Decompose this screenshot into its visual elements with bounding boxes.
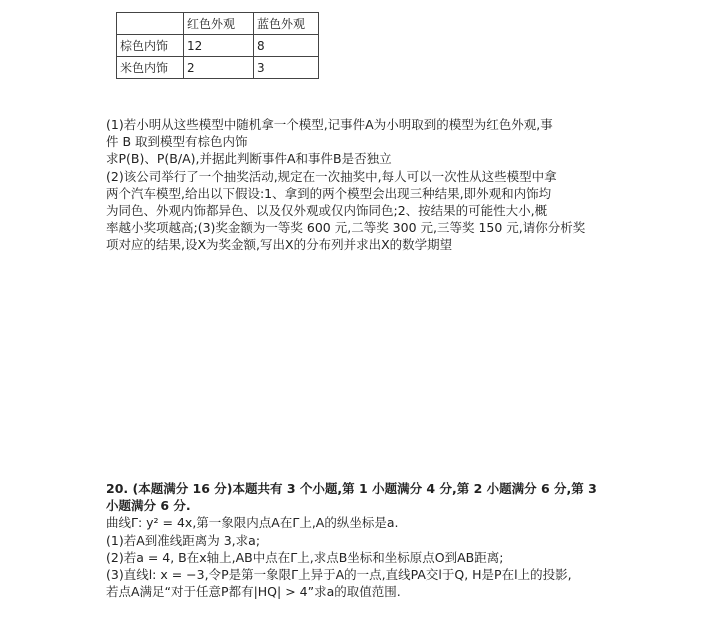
text-line: (3)直线l: x = −3,令P是第一象限Γ上异于A的一点,直线PA交l于Q, H是P在l上的投影, <box>106 567 572 583</box>
table-cell: 8 <box>254 35 319 57</box>
text-line: 两个汽车模型,给出以下假设:1、拿到的两个模型会出现三种结果,即外观和内饰均 <box>106 185 552 201</box>
question-heading: 20. (本题满分 16 分)本题共有 3 个小题,第 1 小题满分 4 分,第 2 小题满分 6 分,第 3 <box>106 481 597 496</box>
table-cell: 2 <box>184 57 254 79</box>
table-cell <box>117 13 184 35</box>
question-heading: 小题满分 6 分. <box>106 498 191 514</box>
text-line: (1)若小明从这些模型中随机拿一个模型,记事件A为小明取到的模型为红色外观,事 <box>106 117 553 132</box>
text-line: 件 B 取到模型有棕色内饰 <box>106 134 248 150</box>
text-line: (1)若A到准线距离为 3,求a; <box>106 532 261 548</box>
table-row <box>117 57 319 79</box>
text-line: 曲线Γ: y² = 4x,第一象限内点A在Γ上,A的纵坐标是a. <box>106 515 399 531</box>
text-line: 求P(B)、P(B/A),并据此判断事件A和事件B是否独立 <box>106 151 392 167</box>
text-line: (2)若a = 4, B在x轴上,AB中点在Γ上,求点B坐标和坐标原点O到AB距离; <box>106 549 504 565</box>
table-header-row <box>117 13 319 35</box>
question-20-text <box>106 480 626 600</box>
data-table <box>116 12 319 79</box>
question-19-text <box>106 116 626 254</box>
text-line: (2)该公司举行了一个抽奖活动,规定在一次抽奖中,每人可以一次性从这些模型中拿 <box>106 168 557 184</box>
text-line: 为同色、外观内饰都异色、以及仅外观或仅内饰同色;2、按结果的可能性大小,概 <box>106 203 548 219</box>
table-cell: 米色内饰 <box>117 57 184 79</box>
text-line: 若点A满足“对于任意P都有|HQ| > 4”求a的取值范围. <box>106 584 401 600</box>
table-cell: 3 <box>254 57 319 79</box>
text-line: 项对应的结果,设X为奖金额,写出X的分布列并求出X的数学期望 <box>106 237 453 253</box>
table-cell: 蓝色外观 <box>254 13 319 35</box>
table-cell: 12 <box>184 35 254 57</box>
text-line: 率越小奖项越高;(3)奖金额为一等奖 600 元,二等奖 300 元,三等奖 150 元,请你分析奖 <box>106 220 586 236</box>
table-row <box>117 35 319 57</box>
table-cell: 红色外观 <box>184 13 254 35</box>
table-cell: 棕色内饰 <box>117 35 184 57</box>
